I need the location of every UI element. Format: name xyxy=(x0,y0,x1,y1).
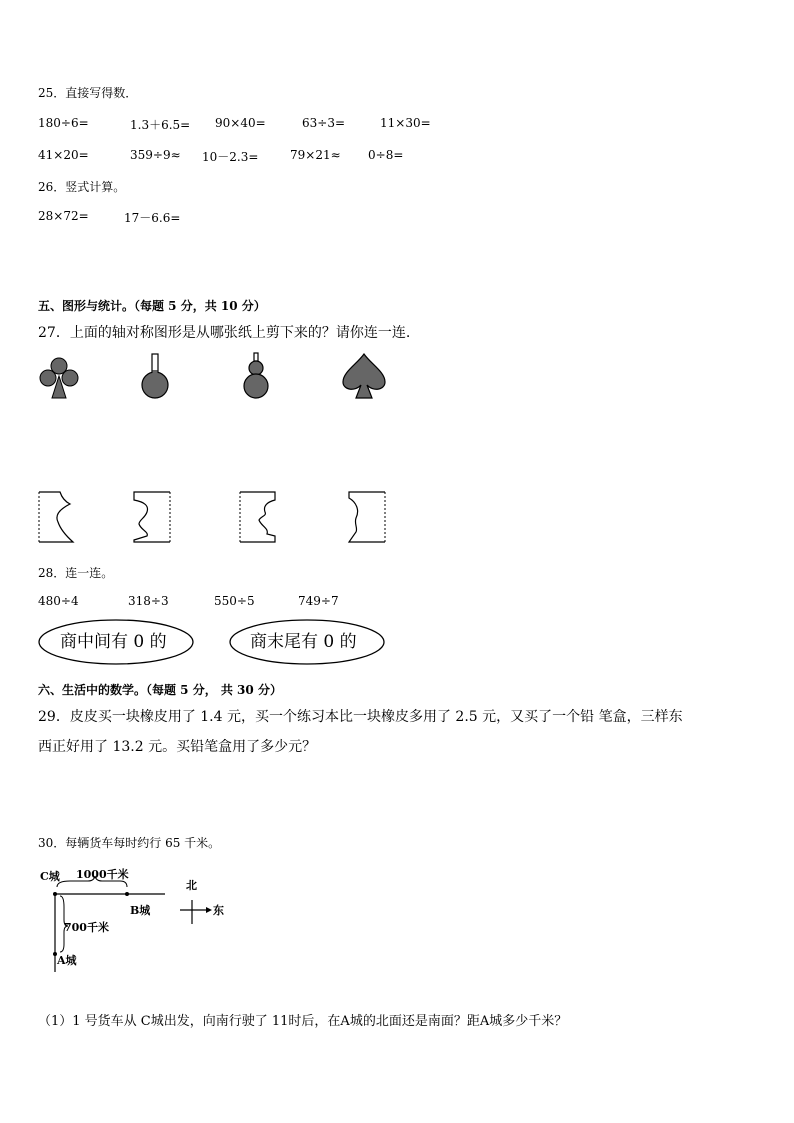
oval-end-zero-label: 商末尾有 0 的 xyxy=(250,632,357,652)
q25-r1-expr2: 1.3＋6.5= xyxy=(130,118,191,132)
q30-title: 30．每辆货车每时约行 65 千米。 xyxy=(38,836,221,850)
q26-title: 26．竖式计算。 xyxy=(38,180,126,194)
cb-distance-label: 1000千米 xyxy=(76,868,129,881)
club-icon xyxy=(36,354,82,400)
compass-east-label: 东 xyxy=(213,904,224,917)
q28-title: 28．连一连。 xyxy=(38,566,114,580)
q25-r2-expr5: 0÷8= xyxy=(368,148,404,162)
section6-heading: 六、生活中的数学。（每题 5 分， 共 30 分） xyxy=(38,683,282,697)
q28-item1: 480÷4 xyxy=(38,594,79,608)
paper-cut-3 xyxy=(237,490,279,544)
paper-cut-4 xyxy=(346,490,388,544)
a-city-label: A城 xyxy=(57,954,77,967)
q25-r1-expr3: 90×40= xyxy=(215,116,266,130)
paper-cut-2 xyxy=(131,490,173,544)
oval-middle-zero-label: 商中间有 0 的 xyxy=(60,632,167,652)
c-city-label: C城 xyxy=(40,870,60,883)
section5-heading: 五、图形与统计。（每题 5 分，共 10 分） xyxy=(38,299,266,313)
q30-sub1: （1）1 号货车从 C城出发，向南行驶了 11时后，在A城的北面还是南面？距A城多少千米？ xyxy=(38,1014,568,1029)
q26-expr1: 28×72= xyxy=(38,209,89,223)
q26-expr2: 17－6.6= xyxy=(124,211,181,225)
gourd-icon xyxy=(242,352,270,400)
q25-r2-expr4: 79×21≈ xyxy=(290,148,341,162)
b-city-label: B城 xyxy=(130,904,151,917)
q25-r1-expr5: 11×30= xyxy=(380,116,431,130)
q29-line1: 29．皮皮买一块橡皮用了 1.4 元，买一个练习本比一块橡皮多用了 2.5 元，又买了一个铅 笔盒，三样东 xyxy=(38,709,683,725)
paper-cut-1 xyxy=(36,490,76,544)
q25-r2-expr1: 41×20= xyxy=(38,148,89,162)
q25-title: 25．直接写得数． xyxy=(38,86,138,100)
q25-r1-expr1: 180÷6= xyxy=(38,116,89,130)
spade-icon xyxy=(341,352,387,402)
q25-r1-expr4: 63÷3= xyxy=(302,116,346,130)
vase-icon xyxy=(139,352,171,400)
q28-item3: 550÷5 xyxy=(214,594,255,608)
q29-line2: 西正好用了 13.2 元。买铅笔盒用了多少元？ xyxy=(38,739,317,755)
ca-distance-label: 700千米 xyxy=(64,921,109,934)
q25-r2-expr3: 10－2.3= xyxy=(202,150,259,164)
q25-r2-expr2: 359÷9≈ xyxy=(130,148,181,162)
q27-title: 27．上面的轴对称图形是从哪张纸上剪下来的？请你连一连. xyxy=(38,325,411,341)
q28-item4: 749÷7 xyxy=(298,594,339,608)
compass-north-label: 北 xyxy=(186,879,197,892)
q28-item2: 318÷3 xyxy=(128,594,169,608)
